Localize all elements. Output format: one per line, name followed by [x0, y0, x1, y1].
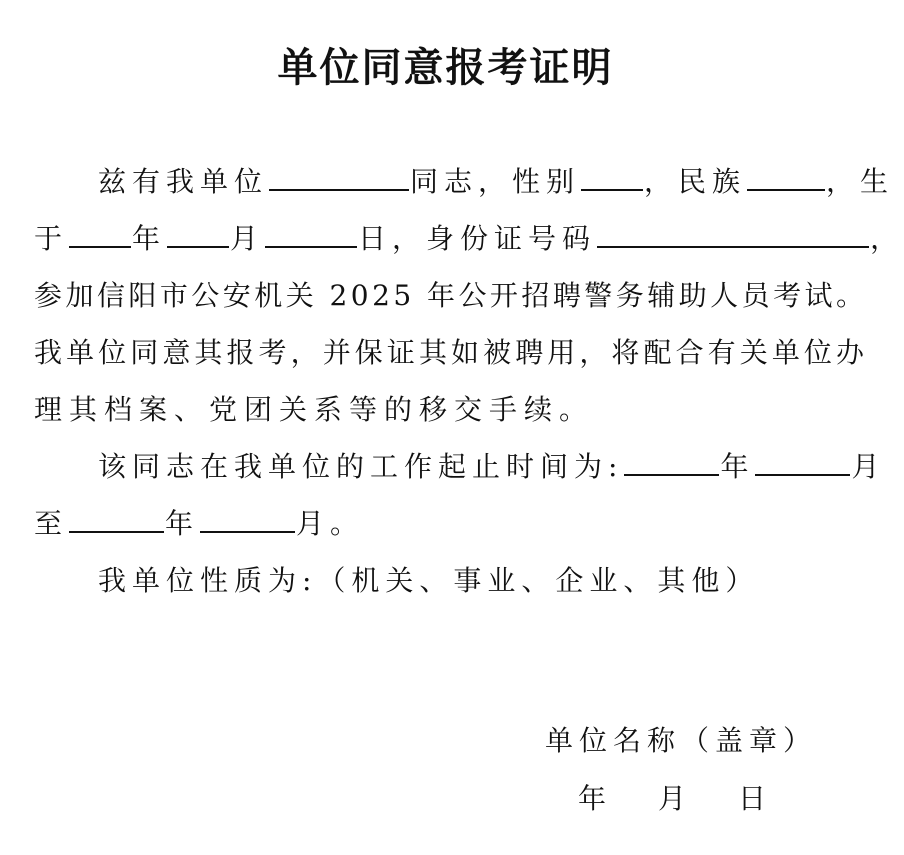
para2-line2 [34, 504, 864, 544]
text-segment: ，民族 [644, 165, 747, 198]
text-segment: 同志，性别 [410, 165, 581, 198]
fill-blank-birth-year[interactable] [69, 220, 131, 248]
para1-line1 [34, 162, 895, 202]
fill-blank-id-number[interactable] [597, 220, 869, 248]
unit-name-seal-label: 单位名称（盖章） [545, 724, 818, 757]
fill-blank-birth-month[interactable] [167, 220, 229, 248]
text-segment: ，生 [826, 165, 895, 198]
para2-line1 [34, 447, 886, 487]
para1-line3: 参加信阳市公安机关 2025 年公开招聘警务辅助人员考试。 [34, 279, 868, 312]
text-segment: 年 [720, 450, 755, 483]
fill-blank-unit[interactable] [269, 163, 409, 191]
fill-blank-end-month[interactable] [200, 505, 295, 533]
text-segment: 年 [165, 507, 200, 540]
date-year-label: 年 [578, 782, 613, 815]
text-segment: 兹有我单位 [98, 165, 269, 198]
text-segment: 年 [132, 222, 167, 255]
fill-blank-end-year[interactable] [69, 505, 164, 533]
text-segment: 至 [34, 507, 69, 540]
text-segment: 该同志在我单位的工作起止时间为: [98, 450, 624, 483]
date-month-label: 月 [658, 782, 693, 815]
para1-line2 [34, 219, 904, 259]
date-day-label: 日 [738, 782, 773, 815]
document-title: 单位同意报考证明 [277, 45, 614, 91]
fill-blank-ethnicity[interactable] [747, 163, 825, 191]
text-segment: 月 [230, 222, 265, 255]
fill-blank-start-year[interactable] [624, 448, 719, 476]
para1-line5: 理其档案、党团关系等的移交手续。 [34, 393, 595, 426]
text-segment: 日，身份证号码 [358, 222, 597, 255]
fill-blank-start-month[interactable] [755, 448, 850, 476]
para1-line4: 我单位同意其报考，并保证其如被聘用，将配合有关单位办 [34, 336, 869, 369]
text-segment: 于 [34, 222, 69, 255]
text-segment: ， [870, 222, 904, 255]
unit-nature-line: 我单位性质为:（机关、事业、企业、其他） [98, 564, 760, 597]
fill-blank-birth-day[interactable] [265, 220, 357, 248]
text-segment: 月 [851, 450, 886, 483]
text-segment: 月。 [296, 507, 365, 540]
fill-blank-gender[interactable] [581, 163, 643, 191]
